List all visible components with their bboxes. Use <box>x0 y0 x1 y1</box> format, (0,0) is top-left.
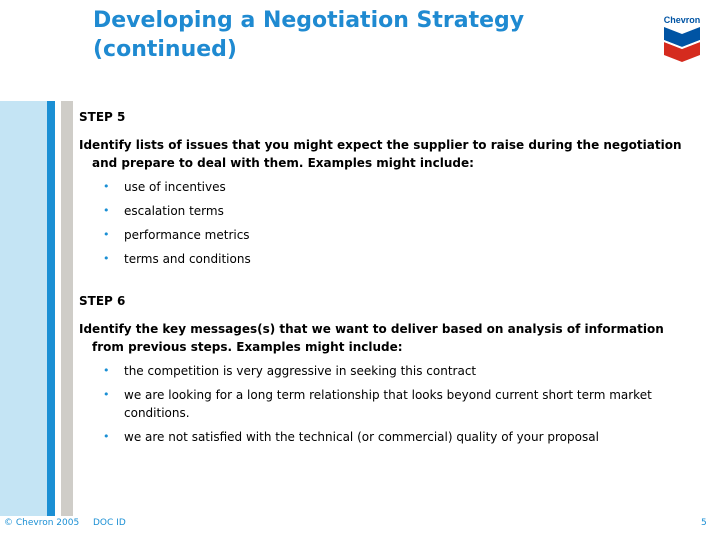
footer-doc-id: DOC ID <box>93 518 126 528</box>
list-item-text: the competition is very aggressive in seeking this contract <box>124 364 477 378</box>
page-number: 5 <box>701 518 707 528</box>
step5-intro: Identify lists of issues that you might expect the supplier to raise during the negotiation and prepare to deal with them. Examples might include: <box>79 138 682 170</box>
list-item-text: performance metrics <box>124 228 250 242</box>
chevron-logo <box>656 14 708 66</box>
slide-title <box>93 6 613 64</box>
slide-body <box>79 106 689 452</box>
list-item <box>79 226 689 244</box>
list-item-text: we are looking for a long term relationship that looks beyond current short term market conditions. <box>124 388 652 420</box>
bullet-icon: • <box>103 180 110 193</box>
list-item <box>79 386 689 422</box>
step5-list <box>79 178 689 268</box>
side-bar-blue <box>47 101 55 516</box>
step5-heading: STEP 5 <box>79 110 126 124</box>
bullet-icon: • <box>103 388 110 401</box>
list-item <box>79 202 689 220</box>
title-line-1: Developing a Negotiation Strategy <box>93 8 525 33</box>
step6-heading: STEP 6 <box>79 294 126 308</box>
footer-copyright: © Chevron 2005 <box>4 518 80 528</box>
list-item <box>79 362 689 380</box>
list-item-text: we are not satisfied with the technical (or commercial) quality of your proposal <box>124 430 599 444</box>
side-bar-light <box>0 101 47 516</box>
list-item <box>79 178 689 196</box>
bullet-icon: • <box>103 364 110 377</box>
bullet-icon: • <box>103 228 110 241</box>
step6-list <box>79 362 689 446</box>
bullet-icon: • <box>103 252 110 265</box>
side-bar-gray <box>61 101 73 516</box>
bullet-icon: • <box>103 204 110 217</box>
list-item <box>79 250 689 268</box>
bullet-icon: • <box>103 430 110 443</box>
step6-intro: Identify the key messages(s) that we want to deliver based on analysis of information from previous steps. Examples might include: <box>79 322 664 354</box>
list-item <box>79 428 689 446</box>
list-item-text: use of incentives <box>124 180 226 194</box>
list-item-text: terms and conditions <box>124 252 251 266</box>
logo-text: Chevron <box>663 15 701 25</box>
list-item-text: escalation terms <box>124 204 224 218</box>
title-line-2: (continued) <box>93 37 237 62</box>
